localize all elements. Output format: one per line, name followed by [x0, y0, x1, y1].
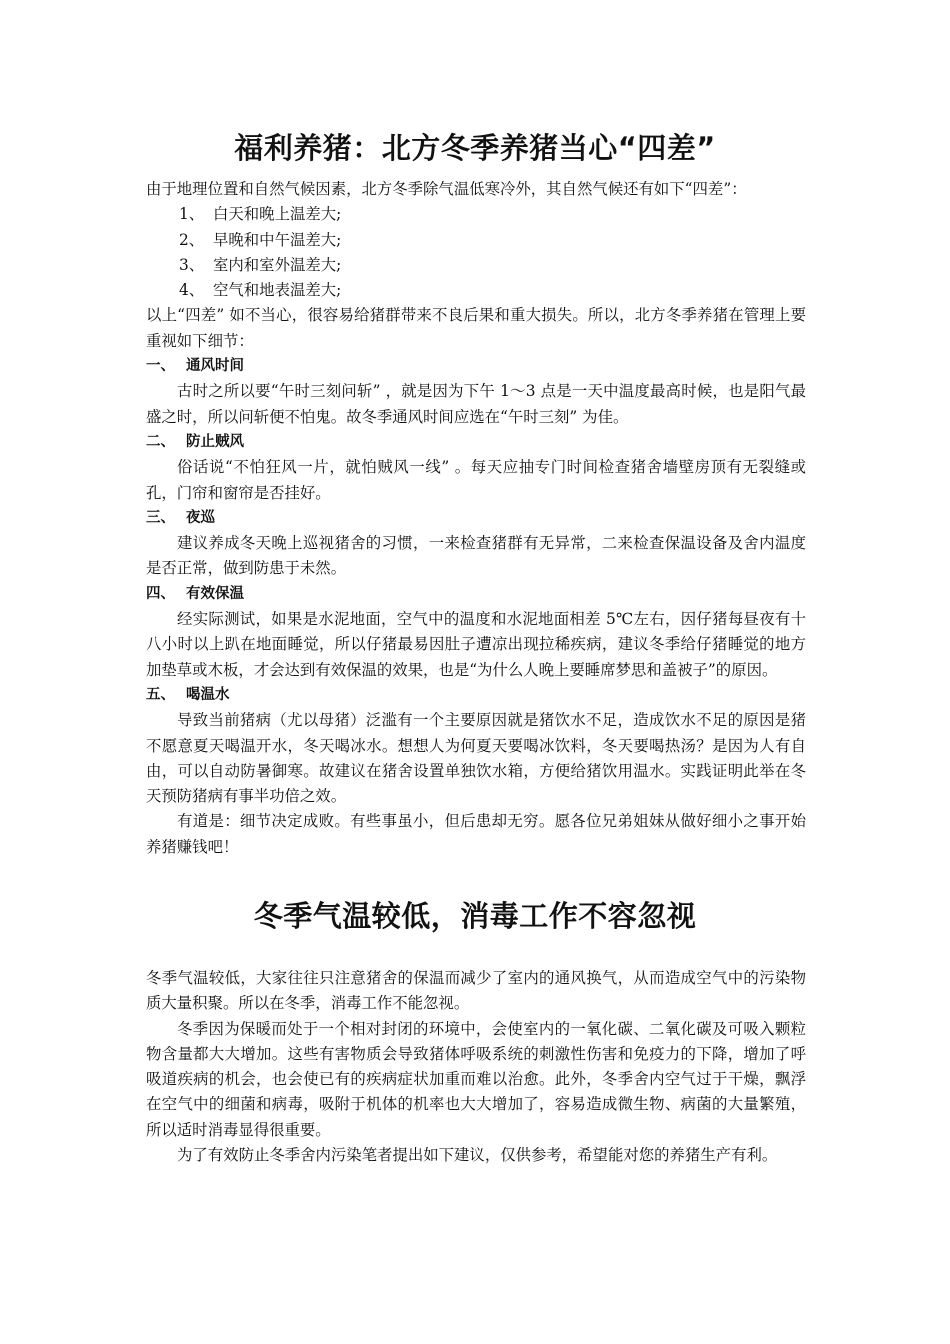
section-heading-text: 夜巡 — [186, 509, 215, 526]
section-body: 导致当前猪病（尤以母猪）泛滥有一个主要原因就是猪饮水不足，造成饮水不足的原因是猪不愿意夏天喝温开水，冬天喝冰水。想想人为何夏天要喝冰饮料，冬天要喝热汤？是因为人有自由，可以自动防暑御寒。故建议在猪舍设置单独饮水箱，方便给猪饮用温水。实践证明此举在冬天预防猪病有事半功倍之效。 — [146, 711, 806, 806]
list-item-number: 4、 — [179, 281, 205, 300]
section-number: 五、 — [146, 686, 175, 703]
article-2-body — [146, 966, 806, 1168]
section-heading-text: 防止贼风 — [186, 433, 244, 450]
section-heading-text: 喝温水 — [186, 686, 230, 703]
list-item — [146, 253, 806, 278]
list-item — [146, 202, 806, 227]
article-2-title: 冬季气温较低，消毒工作不容忽视 — [253, 899, 697, 933]
section-heading — [146, 582, 806, 607]
paragraph: 冬季气温较低，大家往往只注意猪舍的保温而减少了室内的通风换气，从而造成空气中的污染物质大量积聚。所以在冬季，消毒工作不能忽视。 — [146, 969, 806, 1013]
list-item-text: 空气和地表温差大; — [213, 281, 342, 300]
section-body: 古时之所以要“午时三刻问斩” ，就是因为下午 1～3 点是一天中温度最高时候，也是阳气最盛之时，所以问斩便不怕鬼。故冬季通风时间应选在“午时三刻” 为佳。 — [146, 382, 806, 426]
article-1-body — [146, 177, 806, 860]
summary-paragraph: 以上“四差” 如不当心，很容易给猪群带来不良后果和重大损失。所以，北方冬季养猪在管理上要重视如下细节： — [146, 306, 806, 350]
section-body: 建议养成冬天晚上巡视猪舍的习惯，一来检查猪群有无异常，二来检查保温设备及舍内温度是否正常，做到防患于未然。 — [146, 534, 806, 578]
section-number: 一、 — [146, 358, 175, 375]
section-heading — [146, 354, 806, 379]
list-item-text: 白天和晚上温差大; — [213, 205, 342, 224]
section-number: 四、 — [146, 585, 175, 602]
closing-paragraph: 有道是：细节决定成败。有些事虽小，但后患却无穷。愿各位兄弟姐妹从做好细小之事开始养猪赚钱吧！ — [146, 812, 806, 856]
list-item-text: 早晚和中午温差大; — [213, 230, 342, 249]
section-heading-text: 通风时间 — [186, 358, 244, 375]
section-body: 经实际测试，如果是水泥地面，空气中的温度和水泥地面相差 5℃左右，因仔猪每昼夜有十八小时以上趴在地面睡觉，所以仔猪最易因肚子遭凉出现拉稀疾病，建议冬季给仔猪睡觉的地方加垫草或木板，才会达到有效保温的效果，也是“为什么人晚上要睡席梦思和盖被子”的原因。 — [146, 610, 806, 679]
section-number: 三、 — [146, 509, 175, 526]
list-item-number: 3、 — [179, 255, 205, 274]
section-number: 二、 — [146, 433, 175, 450]
section-heading — [146, 430, 806, 455]
list-item-number: 1、 — [179, 205, 205, 224]
intro-paragraph: 由于地理位置和自然气候因素，北方冬季除气温低寒冷外，其自然气候还有如下“四差”： — [146, 180, 747, 198]
list-item-text: 室内和室外温差大; — [213, 255, 342, 274]
article-1-title: 福利养猪：北方冬季养猪当心“四差” — [234, 131, 716, 165]
list-item — [146, 278, 806, 303]
section-body: 俗话说“不怕狂风一片，就怕贼风一线” 。每天应抽专门时间检查猪舍墙壁房顶有无裂缝或孔，门帘和窗帘是否挂好。 — [146, 458, 806, 502]
list-item — [146, 228, 806, 253]
list-item-number: 2、 — [179, 230, 205, 249]
section-heading-text: 有效保温 — [186, 585, 244, 602]
section-heading — [146, 506, 806, 531]
section-heading — [146, 683, 806, 708]
paragraph: 冬季因为保暖而处于一个相对封闭的环境中，会使室内的一氧化碳、二氧化碳及可吸入颗粒物含量都大大增加。这些有害物质会导致猪体呼吸系统的刺激性伤害和免疫力的下降，增加了呼吸道疾病的机会，也会使已有的疾病症状加重而难以治愈。此外，冬季舍内空气过于干燥，飘浮在空气中的细菌和病毒，吸附于机体的机率也大大增加了，容易造成微生物、病菌的大量繁殖，所以适时消毒显得很重要。 — [146, 1019, 806, 1139]
paragraph: 为了有效防止冬季舍内污染笔者提出如下建议，仅供参考，希望能对您的养猪生产有利。 — [177, 1146, 778, 1165]
